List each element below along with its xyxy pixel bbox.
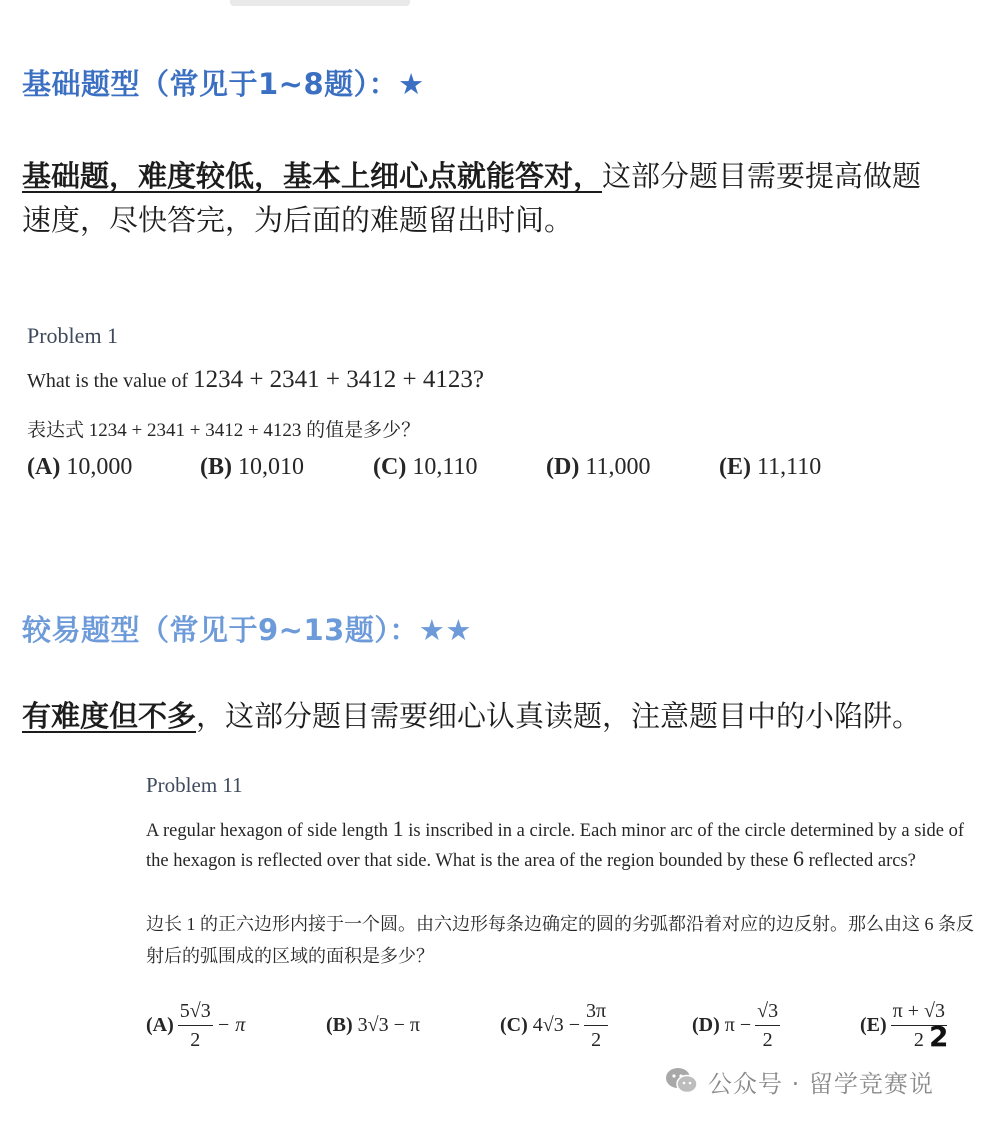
section-heading-basic: 基础题型（常见于1~8题）：★ [22, 67, 425, 101]
choice-c: (C) 10,110 [373, 454, 478, 480]
problem-question-zh: 边长 1 的正六边形内接于一个圆。由六边形每条边确定的圆的劣弧都沿着对应的边反射。那么由这 6 条反射后的弧围成的区域的面积是多少？ [146, 914, 974, 966]
zh-prefix: 表达式 [27, 420, 89, 441]
top-edge-artifact [230, 0, 410, 6]
section-description-basic [22, 154, 922, 242]
problem-title: Problem 11 [146, 773, 243, 797]
choice-c: (C) 4√3 − $\frac{3\pi}{2}$ [500, 990, 612, 1060]
question-math: 1234 + 2341 + 3412 + 4123? [193, 366, 484, 393]
answer-choices [146, 990, 986, 1060]
question-text: What is the value of [27, 370, 194, 392]
problem-question [27, 366, 484, 394]
zh-math: 1234 + 2341 + 3412 + 4123 [88, 420, 302, 441]
section-heading-easy: 较易题型（常见于9~13题）：★★ [22, 613, 472, 647]
choice-b: (B) 10,010 [200, 454, 304, 480]
watermark-text: 公众号 · 留学竞赛说 [708, 1070, 934, 1098]
wechat-icon [665, 1066, 699, 1096]
description-text: 这部分题目需要提高做题速度，尽快答完，为后面的难题留出时间。 [22, 159, 922, 237]
choice-e: (E) 11,110 [719, 454, 822, 480]
description-text: ，这部分题目需要细心认真读题，注意题目中的小陷阱。 [196, 699, 922, 733]
choice-e: (E) $\frac{\pi + √3}{2}$ [860, 990, 951, 1060]
section-description-easy [22, 694, 922, 738]
zh-suffix: 的值是多少？ [301, 420, 421, 441]
answer-choices [27, 454, 887, 490]
choice-a: (A) $\frac{5√3}{2}$ − π [146, 990, 245, 1060]
problem-question-zh [27, 415, 420, 442]
choice-d: (D) 11,000 [546, 454, 651, 480]
problem-title: Problem 1 [27, 323, 119, 348]
choice-d: (D) π − $\frac{√3}{2}$ [692, 990, 784, 1060]
emphasis-text: 基础题，难度较低，基本上细心点就能答对， [22, 159, 603, 193]
choice-a: (A) 10,000 [27, 454, 133, 480]
choice-b: (B) 3√3 − π [326, 1013, 421, 1036]
emphasis-text: 有难度但不多 [22, 699, 197, 733]
page-number: 2 [929, 1020, 949, 1053]
problem-question: A regular hexagon of side length 1 is inscribed in a circle. Each minor arc of the circle determined by a side of the hexagon is reflected over that side. What is the area of the region bounded by these 6 reflected arcs? [146, 816, 965, 871]
